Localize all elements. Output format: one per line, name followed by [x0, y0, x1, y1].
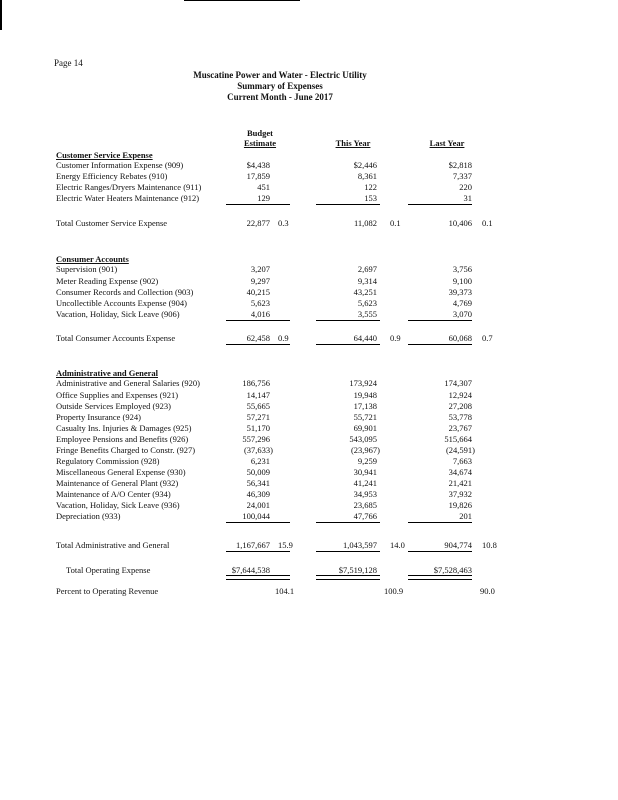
table-row — [0, 182, 618, 192]
this-year-value: 543,095 — [349, 434, 377, 444]
last-year-value: 3,756 — [452, 264, 472, 274]
budget-value: 51,170 — [246, 423, 270, 433]
last-year-total: 60,068 — [448, 333, 472, 343]
last-year-value: 12,924 — [448, 390, 472, 400]
row-label: Meter Reading Expense (902) — [56, 276, 159, 286]
this-year-value: 43,251 — [353, 287, 377, 297]
this-year-value: 19,948 — [353, 390, 377, 400]
row-label: Customer Information Expense (909) — [56, 160, 184, 170]
table-row — [0, 478, 618, 488]
subtotal-rule — [226, 320, 290, 321]
last-year-value: 220 — [459, 182, 472, 192]
this-year-total: 1,043,597 — [343, 540, 377, 550]
budget-value: $4,438 — [246, 160, 270, 170]
percent-revenue-label: Percent to Operating Revenue — [56, 586, 159, 596]
double-rule — [226, 575, 290, 580]
budget-value: 4,016 — [250, 309, 270, 319]
this-year-value: 5,623 — [357, 298, 377, 308]
row-label: Vacation, Holiday, Sick Leave (906) — [56, 309, 180, 319]
budget-percent: 0.3 — [278, 218, 289, 228]
column-header-budget-line2: Estimate — [243, 138, 277, 148]
table-row — [0, 445, 618, 455]
subtotal-rule — [226, 204, 290, 205]
last-year-percent: 10.8 — [482, 540, 497, 550]
this-year-total: 11,082 — [353, 218, 377, 228]
this-year-percent: 0.1 — [390, 218, 401, 228]
table-row — [0, 511, 618, 521]
last-year-value: 34,674 — [448, 467, 472, 477]
budget-total: 22,877 — [246, 218, 270, 228]
this-year-value: (23,967) — [350, 445, 380, 455]
budget-percent-revenue: 104.1 — [275, 586, 295, 596]
double-rule — [316, 575, 380, 580]
last-year-value: $2,818 — [448, 160, 472, 170]
table-row — [0, 500, 618, 510]
budget-value: 557,296 — [242, 434, 270, 444]
section-heading — [0, 254, 618, 264]
column-header-last-year-label: Last Year — [429, 138, 465, 148]
total-label: Total Customer Service Expense — [56, 218, 168, 228]
last-year-value: 27,208 — [448, 401, 472, 411]
budget-value: 14,147 — [246, 390, 270, 400]
last-year-value: 4,769 — [452, 298, 472, 308]
total-row — [0, 218, 618, 228]
row-label: Vacation, Holiday, Sick Leave (936) — [56, 500, 180, 510]
total-rule — [316, 551, 380, 552]
last-year-value: 53,778 — [448, 412, 472, 422]
total-rule — [226, 551, 290, 552]
section-heading — [0, 150, 618, 160]
row-label: Administrative and General Salaries (920) — [56, 378, 200, 388]
subtotal-rule — [226, 522, 290, 523]
budget-value: 17,859 — [246, 171, 270, 181]
last-year-value: 201 — [459, 511, 472, 521]
scan-edge-left — [0, 0, 2, 30]
subtotal-rule — [408, 522, 472, 523]
table-row — [0, 193, 618, 203]
row-label: Uncollectible Accounts Expense (904) — [56, 298, 188, 308]
last-year-value: 515,664 — [444, 434, 472, 444]
row-label: Regulatory Commission (928) — [56, 456, 160, 466]
total-rule — [226, 344, 290, 345]
scan-edge-top — [184, 0, 300, 1]
budget-value: 57,271 — [246, 412, 270, 422]
last-year-value: 39,373 — [448, 287, 472, 297]
table-row — [0, 160, 618, 170]
last-year-value: 37,932 — [448, 489, 472, 499]
this-year-value: 34,953 — [353, 489, 377, 499]
table-row — [0, 434, 618, 444]
this-year-value: 47,766 — [353, 511, 377, 521]
last-year-value: 31 — [463, 193, 472, 203]
row-label: Maintenance of General Plant (932) — [56, 478, 179, 488]
total-row — [0, 333, 618, 343]
table-row — [0, 412, 618, 422]
table-row — [0, 390, 618, 400]
last-year-percent: 0.7 — [482, 333, 493, 343]
this-year-value: 2,697 — [357, 264, 377, 274]
this-year-total: 64,440 — [353, 333, 377, 343]
last-year-total: 10,406 — [448, 218, 472, 228]
last-year-value: 9,100 — [452, 276, 472, 286]
percent-revenue-row — [0, 586, 618, 596]
report-title: Muscatine Power and Water - Electric Utility — [193, 70, 367, 80]
budget-percent: 15.9 — [278, 540, 293, 550]
row-label: Electric Water Heaters Maintenance (912) — [56, 193, 200, 203]
this-year-percent: 14.0 — [390, 540, 405, 550]
last-year-percent: 0.1 — [482, 218, 493, 228]
row-label: Property Insurance (924) — [56, 412, 141, 422]
row-label: Outside Services Employed (923) — [56, 401, 171, 411]
column-header-this-year — [318, 138, 388, 148]
subtotal-rule — [316, 204, 380, 205]
last-year-value: 7,337 — [452, 171, 472, 181]
last-year-operating-total: $7,528,463 — [433, 565, 472, 575]
table-row — [0, 378, 618, 388]
this-year-value: 69,901 — [353, 423, 377, 433]
this-year-percent: 0.9 — [390, 333, 401, 343]
row-label: Office Supplies and Expenses (921) — [56, 390, 179, 400]
table-row — [0, 489, 618, 499]
last-year-value: 174,307 — [444, 378, 472, 388]
budget-value: 5,623 — [250, 298, 270, 308]
last-year-percent-revenue: 90.0 — [480, 586, 495, 596]
budget-value: 3,207 — [250, 264, 270, 274]
last-year-value: 3,070 — [452, 309, 472, 319]
subtotal-rule — [316, 522, 380, 523]
budget-value: 186,756 — [242, 378, 270, 388]
table-row — [0, 171, 618, 181]
row-label: Consumer Records and Collection (903) — [56, 287, 194, 297]
this-year-value: 173,924 — [349, 378, 377, 388]
budget-value: 9,297 — [250, 276, 270, 286]
table-row — [0, 309, 618, 319]
this-year-value: 3,555 — [357, 309, 377, 319]
column-header-budget-line1: Budget — [247, 128, 273, 138]
budget-value: 46,309 — [246, 489, 270, 499]
total-rule — [408, 551, 472, 552]
total-rule — [316, 344, 380, 345]
table-row — [0, 401, 618, 411]
section-title: Administrative and General — [56, 368, 158, 378]
budget-total: 62,458 — [246, 333, 270, 343]
table-row — [0, 423, 618, 433]
this-year-value: 55,721 — [353, 412, 377, 422]
budget-value: 6,231 — [250, 456, 270, 466]
table-row — [0, 276, 618, 286]
row-label: Energy Efficiency Rebates (910) — [56, 171, 168, 181]
row-label: Electric Ranges/Dryers Maintenance (911) — [56, 182, 202, 192]
this-year-value: 41,241 — [353, 478, 377, 488]
last-year-value: 23,767 — [448, 423, 472, 433]
operating-total-label: Total Operating Expense — [66, 565, 151, 575]
row-label: Miscellaneous General Expense (930) — [56, 467, 186, 477]
total-label: Total Consumer Accounts Expense — [56, 333, 176, 343]
column-header-this-year-label: This Year — [335, 138, 371, 148]
this-year-operating-total: $7,519,128 — [338, 565, 377, 575]
this-year-value: 122 — [364, 182, 377, 192]
report-header — [150, 70, 410, 103]
total-rule — [408, 344, 472, 345]
row-label: Fringe Benefits Charged to Constr. (927) — [56, 445, 196, 455]
table-row — [0, 467, 618, 477]
last-year-value: 21,421 — [448, 478, 472, 488]
this-year-value: 9,314 — [357, 276, 377, 286]
row-label: Employee Pensions and Benefits (926) — [56, 434, 189, 444]
this-year-value: 23,685 — [353, 500, 377, 510]
this-year-value: 30,941 — [353, 467, 377, 477]
budget-value: 129 — [257, 193, 270, 203]
last-year-value: (24,591) — [445, 445, 475, 455]
row-label: Casualty Ins. Injuries & Damages (925) — [56, 423, 192, 433]
report-period: Current Month - June 2017 — [227, 92, 333, 102]
this-year-value: 17,138 — [353, 401, 377, 411]
table-row — [0, 287, 618, 297]
report-subtitle: Summary of Expenses — [237, 81, 323, 91]
double-rule — [408, 575, 472, 580]
budget-percent: 0.9 — [278, 333, 289, 343]
this-year-value: 9,259 — [357, 456, 377, 466]
total-row — [0, 540, 618, 550]
table-row — [0, 264, 618, 274]
row-label: Supervision (901) — [56, 264, 118, 274]
budget-total: 1,167,667 — [236, 540, 270, 550]
total-label: Total Administrative and General — [56, 540, 170, 550]
this-year-value: 153 — [364, 193, 377, 203]
last-year-value: 19,826 — [448, 500, 472, 510]
budget-value: 40,215 — [246, 287, 270, 297]
budget-value: 56,341 — [246, 478, 270, 488]
row-label: Depreciation (933) — [56, 511, 121, 521]
subtotal-rule — [408, 204, 472, 205]
subtotal-rule — [408, 320, 472, 321]
this-year-value: 8,361 — [357, 171, 377, 181]
subtotal-rule — [316, 320, 380, 321]
this-year-value: $2,446 — [353, 160, 377, 170]
table-row — [0, 456, 618, 466]
column-header-last-year — [412, 138, 482, 148]
last-year-value: 7,663 — [452, 456, 472, 466]
row-label: Maintenance of A/O Center (934) — [56, 489, 171, 499]
page-number: Page 14 — [54, 58, 83, 68]
operating-total-row — [0, 565, 618, 575]
budget-value: 100,044 — [242, 511, 270, 521]
section-heading — [0, 368, 618, 378]
budget-operating-total: $7,644,538 — [231, 565, 270, 575]
section-title: Customer Service Expense — [56, 150, 153, 160]
section-title: Consumer Accounts — [56, 254, 129, 264]
last-year-total: 904,774 — [444, 540, 472, 550]
budget-value: 50,009 — [246, 467, 270, 477]
budget-value: 451 — [257, 182, 270, 192]
budget-value: 24,001 — [246, 500, 270, 510]
this-year-percent-revenue: 100.9 — [384, 586, 404, 596]
column-header-budget — [225, 128, 295, 148]
budget-value: (37,633) — [243, 445, 273, 455]
budget-value: 55,665 — [246, 401, 270, 411]
table-row — [0, 298, 618, 308]
